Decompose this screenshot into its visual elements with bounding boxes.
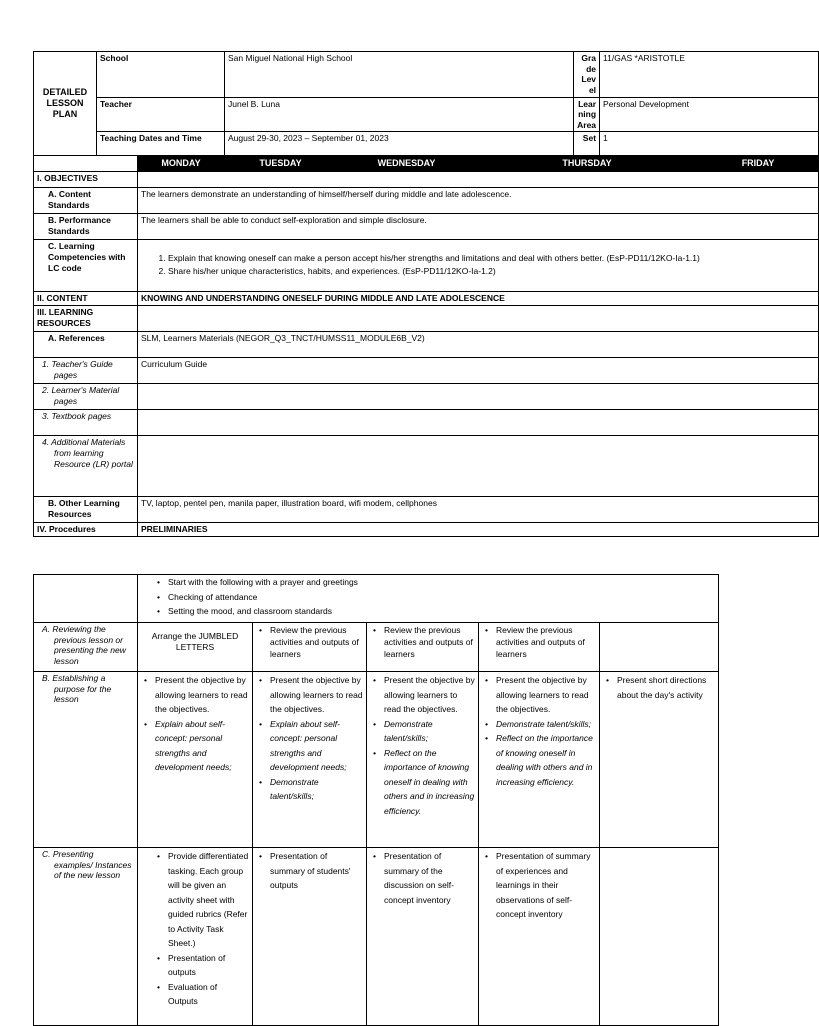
grade-label: Grade Level bbox=[574, 52, 600, 98]
procedures-heading: IV. Procedures bbox=[34, 523, 138, 537]
references-label: A. References bbox=[34, 332, 138, 358]
dlp-title: DETAILED LESSON PLAN bbox=[34, 52, 97, 156]
purpose-item: • Present the objective by allowing learners to read the objectives. bbox=[155, 673, 249, 717]
examples-item: • Presentation of outputs bbox=[168, 951, 249, 980]
prelim-blank-cell bbox=[34, 575, 138, 623]
performance-standards-value: The learners shall be able to conduct self-exploration and simple disclosure. bbox=[138, 214, 819, 240]
learning-resources-blank bbox=[138, 306, 819, 332]
examples-thu bbox=[479, 848, 600, 1026]
review-fri bbox=[600, 623, 719, 672]
days-blank-cell bbox=[34, 156, 138, 172]
presenting-examples-label: C. Presenting examples/ Instances of the new lesson bbox=[34, 848, 138, 1026]
review-item: • Review the previous activities and outputs of learners bbox=[270, 624, 363, 660]
purpose-mon bbox=[138, 672, 253, 848]
prelim-item: • Setting the mood, and classroom standards bbox=[168, 604, 715, 619]
prelim-item: • Start with the following with a prayer and greetings bbox=[168, 575, 715, 590]
references-value: SLM, Learners Materials (NEGOR_Q3_TNCT/HUMSS11_MODULE6B_V2) bbox=[138, 332, 819, 358]
textbook-value bbox=[138, 410, 819, 436]
competency-item: 2. Share his/her unique characteristics, habits, and experiences. (EsP-PD11/12KO-Ia-1.2) bbox=[168, 266, 815, 277]
teacher-value: Junel B. Luna bbox=[225, 97, 574, 132]
teachers-guide-value: Curriculum Guide bbox=[138, 358, 819, 384]
purpose-item: • Explain about self-concept: personal strengths and development needs; bbox=[155, 717, 249, 775]
examples-mon bbox=[138, 848, 253, 1026]
textbook-label: 3. Textbook pages bbox=[34, 410, 138, 436]
teachers-guide-label: 1. Teacher's Guide pages bbox=[34, 358, 138, 384]
lesson-plan-table-page1 bbox=[33, 51, 819, 537]
examples-item: • Evaluation of Outputs bbox=[168, 980, 249, 1009]
purpose-item: • Demonstrate talent/skills; bbox=[384, 717, 475, 746]
content-standards-label: A. Content Standards bbox=[34, 188, 138, 214]
prelim-item: • Checking of attendance bbox=[168, 590, 715, 605]
other-resources-label: B. Other Learning Resources bbox=[34, 497, 138, 523]
review-wed bbox=[367, 623, 479, 672]
performance-standards-label: B. Performance Standards bbox=[34, 214, 138, 240]
establishing-purpose-label: B. Establishing a purpose for the lesson bbox=[34, 672, 138, 848]
day-wednesday: WEDNESDAY bbox=[337, 156, 477, 172]
teacher-label: Teacher bbox=[97, 97, 225, 132]
additional-materials-label: 4. Additional Materials from learning Resource (LR) portal bbox=[34, 436, 138, 497]
purpose-item: • Explain about self-concept: personal strengths and development needs; bbox=[270, 717, 363, 775]
additional-materials-value bbox=[138, 436, 819, 497]
examples-tue bbox=[253, 848, 367, 1026]
learners-material-value bbox=[138, 384, 819, 410]
school-label: School bbox=[97, 52, 225, 98]
purpose-item: • Reflect on the importance of knowing oneself in dealing with others and in increasing efficiency. bbox=[496, 731, 596, 789]
review-tue bbox=[253, 623, 367, 672]
learning-resources-heading: III. LEARNING RESOURCES bbox=[34, 306, 138, 332]
purpose-item: • Present the objective by allowing learners to read the objectives. bbox=[384, 673, 475, 717]
day-monday: MONDAY bbox=[138, 156, 225, 172]
purpose-item: • Reflect on the importance of knowing oneself in dealing with others and in increasing efficiency. bbox=[384, 746, 475, 819]
purpose-wed bbox=[367, 672, 479, 848]
day-friday: FRIDAY bbox=[698, 156, 819, 172]
set-value: 1 bbox=[600, 132, 819, 156]
content-heading: II. CONTENT bbox=[34, 292, 138, 306]
area-label: Learning Area bbox=[574, 97, 600, 132]
content-value: KNOWING AND UNDERSTANDING ONESELF DURING MIDDLE AND LATE ADOLESCENCE bbox=[138, 292, 819, 306]
area-value: Personal Development bbox=[600, 97, 819, 132]
examples-fri bbox=[600, 848, 719, 1026]
learning-competencies-label: C. Learning Competencies with LC code bbox=[34, 240, 138, 292]
review-thu bbox=[479, 623, 600, 672]
objectives-blank bbox=[138, 172, 819, 188]
purpose-item: • Demonstrate talent/skills; bbox=[496, 717, 596, 732]
review-item: • Review the previous activities and outputs of learners bbox=[384, 624, 475, 660]
competency-item: 1. Explain that knowing oneself can make a person accept his/her strengths and limitations and deal with others better. (EsP-PD11/12KO-Ia-1.1) bbox=[168, 253, 815, 264]
examples-item: • Presentation of summary of experiences and learnings in their observations of self-concept inventory bbox=[496, 849, 596, 922]
purpose-item: • Present short directions about the day's activity bbox=[617, 673, 715, 702]
purpose-thu bbox=[479, 672, 600, 848]
examples-item: • Presentation of summary of students' outputs bbox=[270, 849, 363, 893]
other-resources-value: TV, laptop, pentel pen, manila paper, illustration board, wifi modem, cellphones bbox=[138, 497, 819, 523]
review-item: • Review the previous activities and outputs of learners bbox=[496, 624, 596, 660]
day-tuesday: TUESDAY bbox=[225, 156, 337, 172]
objectives-heading: I. OBJECTIVES bbox=[34, 172, 138, 188]
dates-label: Teaching Dates and Time bbox=[97, 132, 225, 156]
grade-value: 11/GAS *ARISTOTLE bbox=[600, 52, 819, 98]
purpose-item: • Present the objective by allowing learners to read the objectives. bbox=[496, 673, 596, 717]
learning-competencies-value bbox=[138, 240, 819, 292]
learners-material-label: 2. Learner's Material pages bbox=[34, 384, 138, 410]
lesson-plan-table-page2 bbox=[33, 574, 719, 1026]
examples-wed bbox=[367, 848, 479, 1026]
school-value: San Miguel National High School bbox=[225, 52, 574, 98]
preliminaries-list bbox=[138, 575, 719, 623]
review-mon: Arrange the JUMBLED LETTERS bbox=[138, 623, 253, 672]
examples-item: • Provide differentiated tasking. Each group will be given an activity sheet with guided rubrics (Refer to Activity Task Sheet.) bbox=[168, 849, 249, 951]
preliminaries-label: PRELIMINARIES bbox=[138, 523, 819, 537]
review-lesson-label: A. Reviewing the previous lesson or presenting the new lesson bbox=[34, 623, 138, 672]
day-thursday: THURSDAY bbox=[477, 156, 698, 172]
dates-value: August 29-30, 2023 – September 01, 2023 bbox=[225, 132, 574, 156]
purpose-tue bbox=[253, 672, 367, 848]
content-standards-value: The learners demonstrate an understanding of himself/herself during middle and late adolescence. bbox=[138, 188, 819, 214]
set-label: Set bbox=[574, 132, 600, 156]
examples-item: • Presentation of summary of the discussion on self-concept inventory bbox=[384, 849, 475, 907]
purpose-item: • Demonstrate talent/skills; bbox=[270, 775, 363, 804]
purpose-fri bbox=[600, 672, 719, 848]
purpose-item: • Present the objective by allowing learners to read the objectives. bbox=[270, 673, 363, 717]
